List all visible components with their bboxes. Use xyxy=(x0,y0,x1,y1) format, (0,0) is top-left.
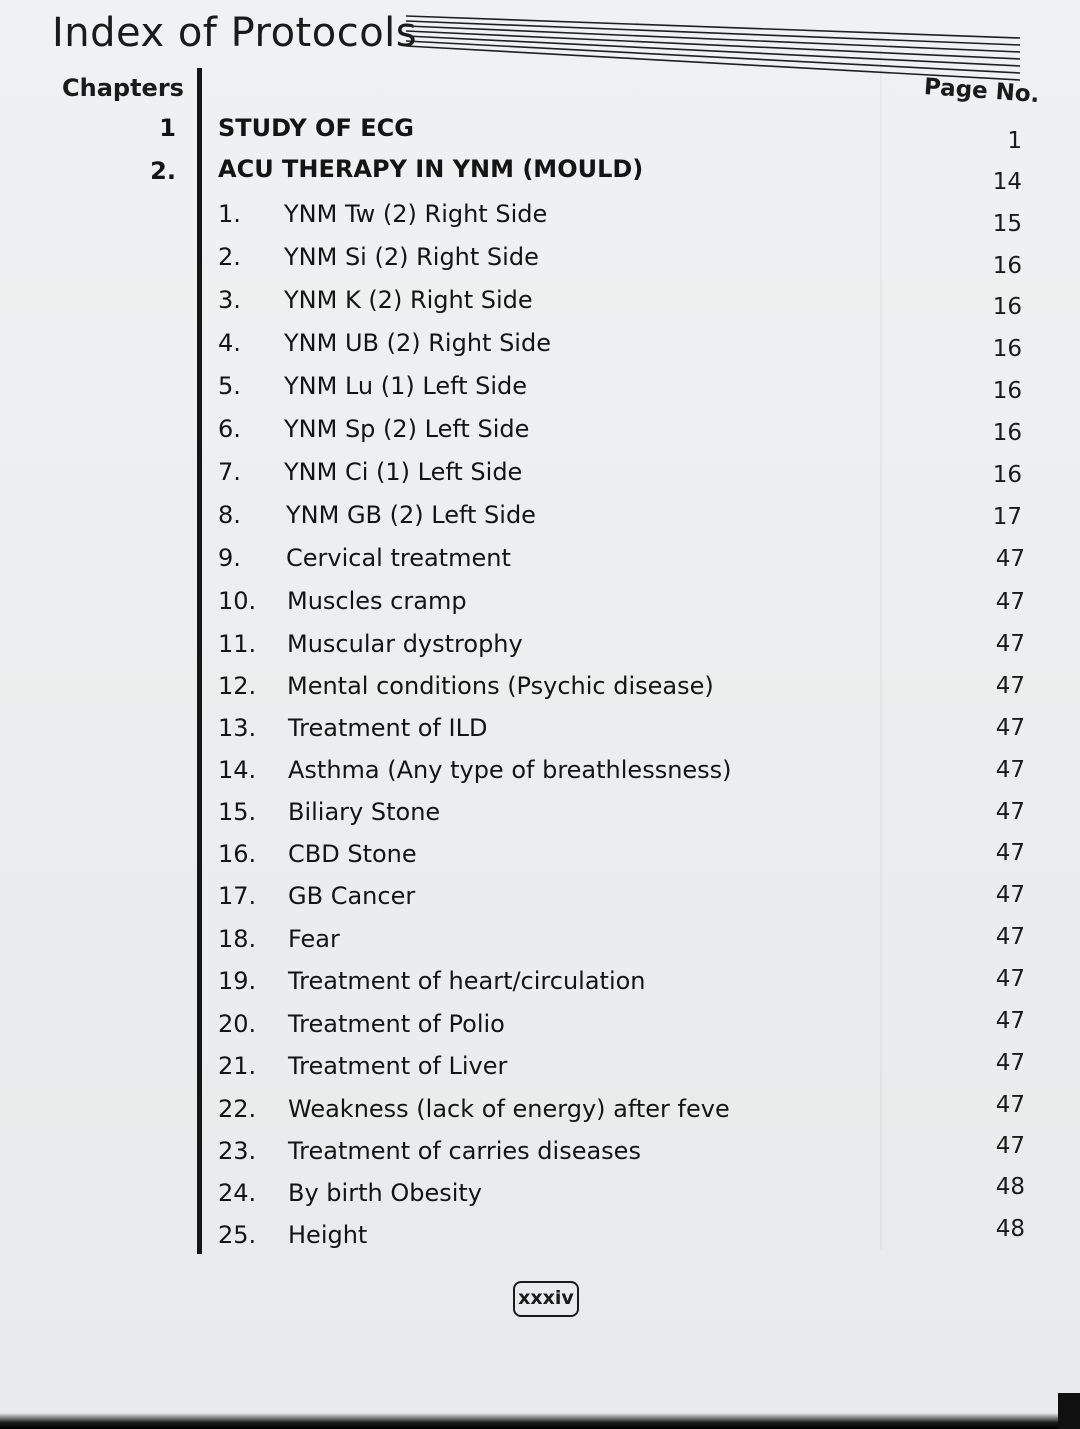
entry-number: 14. xyxy=(218,756,257,784)
entry-page-number: 15 xyxy=(992,211,1022,237)
entry-page-number: 16 xyxy=(992,420,1022,446)
entry-page-number: 48 xyxy=(995,1216,1025,1242)
chapter-number: 2. xyxy=(150,157,176,185)
entry-number: 2. xyxy=(218,243,241,271)
entry-page-number: 47 xyxy=(995,546,1025,572)
entry-number: 9. xyxy=(218,544,241,572)
entry-page-number: 47 xyxy=(995,715,1025,741)
entry-page-number: 47 xyxy=(995,840,1025,866)
column-divider xyxy=(197,68,202,1254)
entry-number: 11. xyxy=(218,630,257,658)
entry-number: 21. xyxy=(218,1052,257,1080)
entry-title: Height xyxy=(288,1221,368,1249)
entry-title: Treatment of Liver xyxy=(288,1052,508,1080)
entry-number: 10. xyxy=(218,587,257,615)
entry-page-number: 47 xyxy=(995,589,1025,615)
entry-page-number: 47 xyxy=(995,631,1025,657)
page-title: Index of Protocols xyxy=(52,10,418,56)
page-number-badge: xxxiv xyxy=(513,1281,579,1317)
chapter-title: STUDY OF ECG xyxy=(218,114,414,142)
entry-number: 8. xyxy=(218,501,241,529)
entry-number: 23. xyxy=(218,1137,257,1165)
entry-page-number: 16 xyxy=(992,336,1022,362)
entry-number: 22. xyxy=(218,1095,257,1123)
entry-number: 24. xyxy=(218,1179,257,1207)
entry-title: Weakness (lack of energy) after feve xyxy=(288,1095,730,1123)
entry-title: YNM Tw (2) Right Side xyxy=(284,200,548,228)
entry-page-number: 47 xyxy=(995,757,1025,783)
entry-number: 1. xyxy=(218,200,241,228)
bleed-through-column xyxy=(560,50,882,1250)
entry-number: 15. xyxy=(218,798,257,826)
entry-title: YNM UB (2) Right Side xyxy=(284,329,551,357)
chapters-column-label: Chapters xyxy=(62,74,184,102)
entry-page-number: 47 xyxy=(995,799,1025,825)
entry-title: YNM GB (2) Left Side xyxy=(286,501,536,529)
title-decorative-lines xyxy=(400,12,1022,84)
entry-page-number: 48 xyxy=(995,1174,1025,1200)
entry-page-number: 47 xyxy=(995,1092,1025,1118)
entry-page-number: 17 xyxy=(992,504,1022,530)
entry-title: Treatment of heart/circulation xyxy=(288,967,646,995)
entry-title: Treatment of carries diseases xyxy=(288,1137,641,1165)
entry-page-number: 47 xyxy=(995,924,1025,950)
entry-title: Muscles cramp xyxy=(287,587,467,615)
page-no-column-label: Page No. xyxy=(923,74,1041,109)
entry-page-number: 47 xyxy=(995,1133,1025,1159)
entry-title: YNM Ci (1) Left Side xyxy=(284,458,523,486)
entry-number: 17. xyxy=(218,882,257,910)
entry-number: 12. xyxy=(218,672,257,700)
chapter-title: ACU THERAPY IN YNM (MOULD) xyxy=(218,155,644,183)
entry-title: GB Cancer xyxy=(288,882,416,910)
entry-title: Mental conditions (Psychic disease) xyxy=(287,672,714,700)
entry-title: By birth Obesity xyxy=(288,1179,482,1207)
entry-page-number: 16 xyxy=(992,294,1022,320)
entry-number: 4. xyxy=(218,329,241,357)
entry-title: Asthma (Any type of breathlessness) xyxy=(288,756,732,784)
entry-page-number: 47 xyxy=(995,1008,1025,1034)
entry-title: Cervical treatment xyxy=(286,544,511,572)
entry-number: 3. xyxy=(218,286,241,314)
chapter-page-number: 14 xyxy=(992,169,1022,195)
entry-page-number: 16 xyxy=(992,462,1022,488)
entry-number: 25. xyxy=(218,1221,257,1249)
entry-page-number: 16 xyxy=(992,378,1022,404)
entry-title: YNM Sp (2) Left Side xyxy=(284,415,530,443)
entry-title: YNM K (2) Right Side xyxy=(284,286,533,314)
corner-shadow xyxy=(1058,1393,1080,1429)
entry-number: 5. xyxy=(218,372,241,400)
entry-number: 6. xyxy=(218,415,241,443)
entry-title: Muscular dystrophy xyxy=(287,630,523,658)
entry-title: YNM Lu (1) Left Side xyxy=(284,372,528,400)
entry-page-number: 47 xyxy=(995,673,1025,699)
entry-page-number: 47 xyxy=(995,966,1025,992)
entry-page-number: 47 xyxy=(995,1050,1025,1076)
entry-number: 7. xyxy=(218,458,241,486)
entry-title: YNM Si (2) Right Side xyxy=(284,243,539,271)
entry-title: CBD Stone xyxy=(288,840,417,868)
entry-title: Treatment of ILD xyxy=(288,714,488,742)
page-edge-shadow xyxy=(0,1413,1080,1429)
entry-page-number: 16 xyxy=(992,253,1022,279)
chapter-number: 1 xyxy=(159,114,176,142)
entry-number: 16. xyxy=(218,840,257,868)
entry-title: Treatment of Polio xyxy=(288,1010,505,1038)
entry-number: 19. xyxy=(218,967,257,995)
entry-title: Fear xyxy=(288,925,340,953)
entry-number: 13. xyxy=(218,714,257,742)
entry-page-number: 47 xyxy=(995,882,1025,908)
entry-number: 18. xyxy=(218,925,257,953)
entry-title: Biliary Stone xyxy=(288,798,441,826)
entry-number: 20. xyxy=(218,1010,257,1038)
chapter-page-number: 1 xyxy=(1007,128,1022,154)
